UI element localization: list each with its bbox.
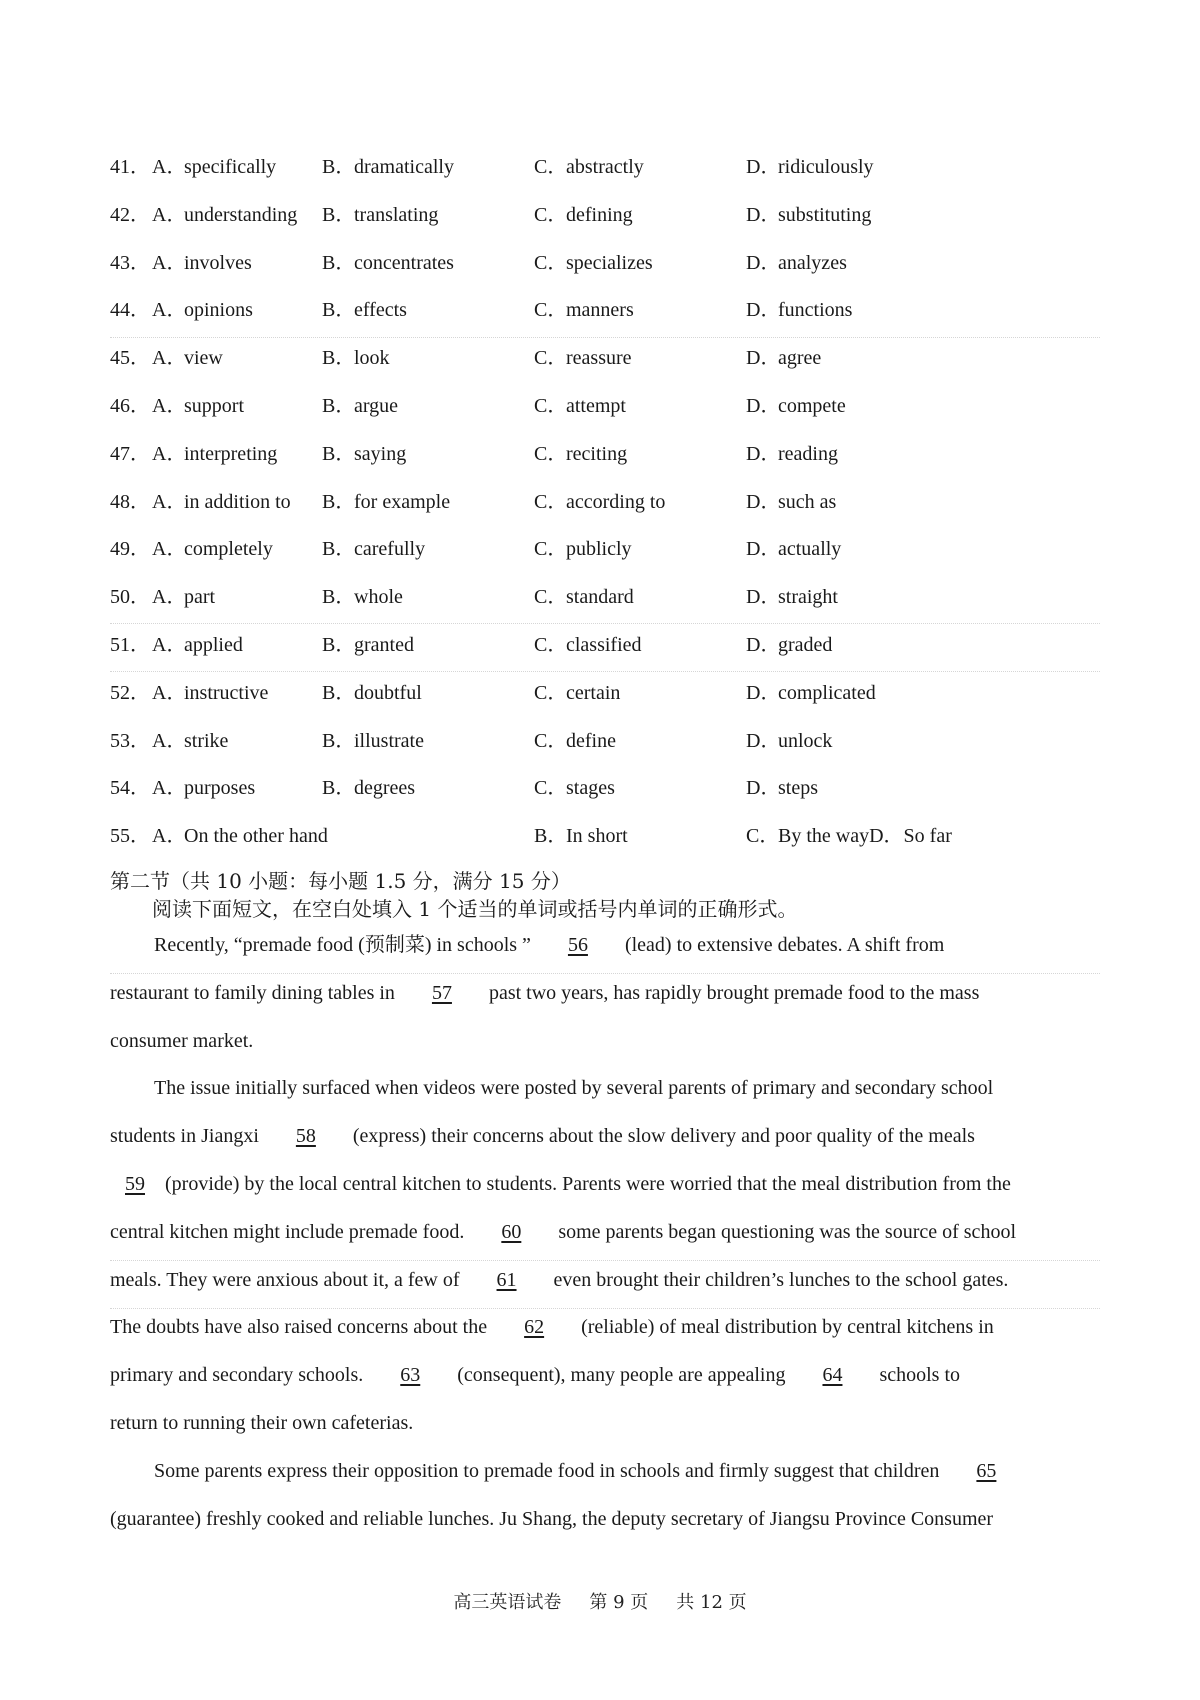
choice-a: A．completely: [152, 538, 273, 561]
choice-b: B．for example: [322, 490, 451, 513]
choice-a: A．understanding: [152, 203, 298, 226]
choice-b: B．degrees: [322, 777, 416, 800]
question-number: 41．: [110, 156, 150, 178]
passage-line: Some parents express their opposition to premade food in schools and firmly suggest that children 65: [110, 1454, 1100, 1502]
choice-c: C．publicly: [534, 538, 632, 561]
option-row-55: [110, 817, 1100, 865]
choice-a: A．On the other hand: [152, 825, 328, 848]
question-number: 44．: [110, 299, 150, 322]
choice-c: C．abstractly: [534, 156, 644, 178]
choice-b: B．dramatically: [322, 156, 454, 178]
passage-line: The doubts have also raised concerns about the 62 (reliable) of meal distribution by central kitchens in: [110, 1310, 1100, 1358]
choice-c: C．standard: [534, 586, 634, 609]
blank-63[interactable]: 63: [400, 1364, 421, 1387]
choice-d: D．such as: [746, 490, 837, 513]
question-number: 46．: [110, 394, 150, 417]
choice-c-and-d: C．By the wayD．So far: [746, 825, 952, 848]
choice-a: A．instructive: [152, 681, 269, 704]
choice-c: C．manners: [534, 299, 634, 322]
question-number: 50．: [110, 586, 150, 609]
option-row-46: [110, 387, 1100, 435]
page-footer: [0, 1588, 1200, 1614]
passage-line: The issue initially surfaced when videos were posted by several parents of primary and secondary school: [154, 1077, 994, 1100]
blank-62[interactable]: 62: [524, 1316, 545, 1339]
question-number: 49．: [110, 538, 150, 561]
choice-c: C．defining: [534, 203, 633, 226]
choice-a: A．in addition to: [152, 490, 291, 513]
passage-line: consumer market.: [110, 1029, 254, 1052]
question-number: 42．: [110, 203, 150, 226]
choice-d: D．graded: [746, 633, 833, 656]
choice-b: B．saying: [322, 442, 407, 465]
passage-line: central kitchen might include premade food. 60 some parents began questioning was the source of school: [110, 1215, 1100, 1263]
choice-d: D．unlock: [746, 729, 833, 752]
passage-line: 59 (provide) by the local central kitchen to students. Parents were worried that the meal distribution from the: [110, 1167, 1100, 1215]
choice-b: B．translating: [322, 203, 439, 226]
choice-c: C．stages: [534, 777, 615, 800]
choice-c: C．according to: [534, 490, 666, 513]
question-number: 43．: [110, 251, 150, 274]
choice-b: B．doubtful: [322, 681, 422, 704]
choice-a: A．opinions: [152, 299, 253, 322]
question-number: 55．: [110, 825, 150, 848]
choice-a: A．involves: [152, 251, 252, 274]
exam-title: 高三英语试卷: [453, 1592, 562, 1613]
option-row-47: [110, 435, 1100, 483]
passage-line: Recently, “premade food (预制菜) in schools ” 56 (lead) to extensive debates. A shift from: [110, 928, 1100, 976]
choice-d: D．actually: [746, 538, 842, 561]
blank-61[interactable]: 61: [496, 1268, 517, 1291]
blank-60[interactable]: 60: [501, 1220, 522, 1243]
choice-d: D．analyzes: [746, 251, 847, 274]
question-number: 52．: [110, 681, 150, 704]
passage-line: restaurant to family dining tables in 57 past two years, has rapidly brought premade food to the mass: [110, 976, 1100, 1024]
choice-b: B．effects: [322, 299, 407, 322]
choice-d: D．complicated: [746, 681, 876, 704]
choice-c: C．reciting: [534, 442, 628, 465]
passage-line: primary and secondary schools. 63 (consequent), many people are appealing 64 schools to: [110, 1358, 1100, 1406]
passage-line: students in Jiangxi 58 (express) their concerns about the slow delivery and poor quality of the meals: [110, 1119, 1100, 1167]
multiple-choice-options: [110, 148, 1100, 865]
question-number: 47．: [110, 442, 150, 465]
dotted-divider: [110, 1308, 1100, 1309]
option-row-41: [110, 148, 1100, 196]
blank-57[interactable]: 57: [431, 981, 452, 1004]
option-row-54: [110, 769, 1100, 817]
choice-a: A．support: [152, 394, 244, 417]
dotted-divider: [110, 671, 1100, 672]
choice-a: A．purposes: [152, 777, 256, 800]
choice-c: C．attempt: [534, 394, 626, 417]
question-number: 53．: [110, 729, 150, 752]
option-row-53: [110, 722, 1100, 770]
choice-a: A．strike: [152, 729, 229, 752]
choice-d: D．compete: [746, 394, 846, 417]
choice-b: B．carefully: [322, 538, 426, 561]
choice-c: C．define: [534, 729, 616, 752]
passage-line: return to running their own cafeterias.: [110, 1411, 414, 1434]
passage-line: meals. They were anxious about it, a few of 61 even brought their children’s lunches to the school gates.: [110, 1263, 1100, 1311]
question-number: 51．: [110, 633, 150, 656]
blank-65[interactable]: 65: [976, 1459, 997, 1482]
blank-56[interactable]: 56: [567, 934, 588, 956]
option-row-44: [110, 291, 1100, 339]
choice-d: D．agree: [746, 347, 822, 370]
question-number: 45．: [110, 347, 150, 370]
choice-a: A．applied: [152, 633, 243, 656]
choice-a: A．interpreting: [152, 442, 278, 465]
choice-b: B．granted: [322, 633, 414, 656]
option-row-43: [110, 244, 1100, 292]
choice-d: D．ridiculously: [746, 156, 874, 178]
question-number: 54．: [110, 777, 150, 800]
option-row-49: [110, 530, 1100, 578]
choice-b: B．In short: [534, 825, 628, 848]
option-row-45: [110, 339, 1100, 387]
choice-b: B．illustrate: [322, 729, 424, 752]
blank-64[interactable]: 64: [822, 1364, 843, 1387]
dotted-divider: [110, 623, 1100, 624]
section-instruction: 阅读下面短文，在空白处填入 1 个适当的单词或括号内单词的正确形式。: [152, 897, 798, 921]
option-row-42: [110, 196, 1100, 244]
section-title: 第二节（共 10 小题：每小题 1.5 分，满分 15 分）: [110, 869, 571, 893]
choice-d: D．steps: [746, 777, 818, 800]
choice-b: B．argue: [322, 394, 399, 417]
option-row-48: [110, 483, 1100, 531]
blank-59[interactable]: 59: [125, 1172, 145, 1195]
choice-b: B．whole: [322, 586, 403, 609]
option-row-50: [110, 578, 1100, 626]
choice-a: A．specifically: [152, 156, 277, 178]
dotted-divider: [110, 973, 1100, 974]
choice-d: D．reading: [746, 442, 838, 465]
page-number: 第 9 页: [589, 1592, 649, 1613]
question-number: 48．: [110, 490, 150, 513]
choice-c: C．reassure: [534, 347, 632, 370]
dotted-divider: [110, 1260, 1100, 1261]
choice-d: D．substituting: [746, 203, 872, 226]
option-row-51: [110, 626, 1100, 674]
page-total: 共 12 页: [676, 1592, 747, 1613]
cloze-passage: [110, 928, 1100, 1549]
option-row-52: [110, 674, 1100, 722]
choice-c: C．specializes: [534, 251, 653, 274]
choice-d: D．straight: [746, 586, 838, 609]
choice-b: B．concentrates: [322, 251, 454, 274]
choice-c: C．certain: [534, 681, 621, 704]
blank-58[interactable]: 58: [295, 1125, 316, 1148]
passage-line: (guarantee) freshly cooked and reliable lunches. Ju Shang, the deputy secretary of Jiangsu Province Consumer: [110, 1507, 994, 1530]
choice-a: A．part: [152, 586, 216, 609]
choice-a: A．view: [152, 347, 223, 370]
choice-d: D．functions: [746, 299, 853, 322]
choice-b: B．look: [322, 347, 390, 370]
choice-c: C．classified: [534, 633, 642, 656]
